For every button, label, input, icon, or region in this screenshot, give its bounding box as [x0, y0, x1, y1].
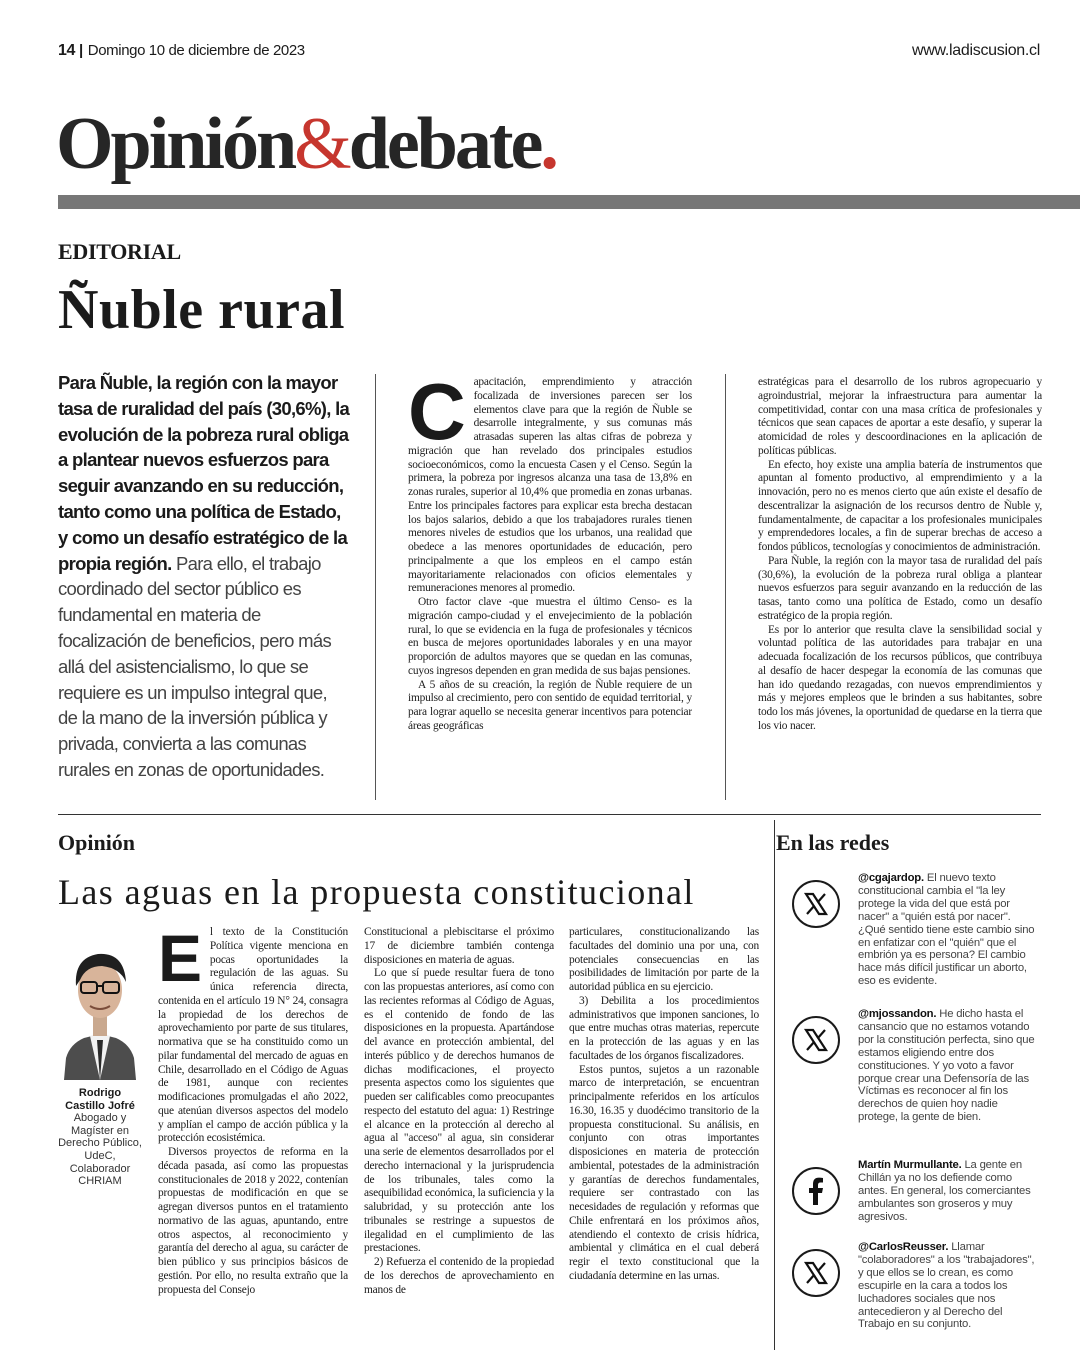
paragraph: Lo que sí puede resultar fuera de tono con las propuestas anteriores, así como con las recientes reformas al Código de Aguas, es el contenido de fondo de las disposiciones en la propuesta. Apartándose del avance en protección ambiental, del interés público y de derechos humanos de dichas modificaciones, el proyecto presenta aspectos como los siguientes que pueden ser calificables como preocupantes respecto del estatuto del agua: 1) Restringe el alcance en la protección al derecho al agua al "acceso" al agua, sin considerar una serie de elementos desarrollados por el derecho internacional y la jurisprudencia de los tribunales, tales como la asequibilidad económica, la suficiencia y la salubridad, y su protección ante los tribunales se restringe a supuestos de ilegalidad en el cumplimiento de las prestaciones. — [364, 967, 554, 1255]
editorial-column-1 — [408, 376, 692, 802]
social-post-text — [858, 1241, 1038, 1331]
social-post-text — [858, 872, 1038, 988]
social-post-body: La gente en Chillán ya no los defiende como antes. En general, los comerciantes ambulantes son groseros y muy agresivos. — [858, 1159, 1031, 1223]
page-header-left: 14 | Domingo 10 de diciembre de 2023 — [58, 42, 305, 59]
paragraph: apacitación, emprendimiento y atracción focalizada de inversiones parecen ser los elementos clave para que la región de Ñuble se desarrolle integralmente, y sus comunas más atrasadas superen las altas cifras de pobreza y migración que han revelado dos principales estudios socioeconómicos, como la encuesta Casen y el Censo. Según la primera, la pobreza por ingresos alcanza una tasa de 13,8% en zonas rurales, superior al 10,4% que promedia en zonas urbanas. Entre los principales factores para explicar esta brecha destacan los bajos salarios, debido a que los trabajadores rurales tienen menores niveles de estudios que los urbanos, una realidad que obedece a las menores oportunidades de educación, pero principalmente a que los empleos en el campo están mayoritariamente relacionados con oficios elementales y remuneraciones menores al promedio. — [408, 376, 692, 595]
paragraph: Para Ñuble, la región con la mayor tasa de ruralidad del país (30,6%), la evolución de la pobreza rural obliga a plantear nuevos esfuerzos para seguir avanzando en la reducción de las tasas, tanto como una política de Estado, como un desafío estratégico de la propia región. — [758, 554, 1042, 622]
facebook-icon[interactable] — [792, 1167, 840, 1215]
editorial-lead-regular: Para ello, el trabajo coordinado del sector público es fundamental en materia de focalización de beneficios, pero más allá del asistencialismo, lo que se requiere es un impulso integral que, de la mano de la inversión pública y privada, convierta a las comunas rurales en zonas de oportunidades. — [58, 552, 332, 780]
x-icon[interactable] — [792, 1016, 840, 1064]
page-number: 14 — [58, 42, 75, 59]
redes-title: En las redes — [776, 830, 890, 855]
x-icon[interactable] — [792, 880, 840, 928]
author-photo — [58, 920, 142, 1080]
column-divider — [375, 374, 376, 800]
social-post-text — [858, 1008, 1038, 1124]
masthead-word-opinion: Opinión — [56, 103, 295, 185]
section-masthead — [56, 104, 556, 184]
paragraph: A 5 años de su creación, la región de Ñuble requiere de un impulso al crecimiento, pero con sentido de equidad territorial, y para lograr aquello se necesita generar incentivos para potenciar áreas geográficas — [408, 678, 692, 732]
paragraph: Otro factor clave -que muestra el último Censo- es la migración campo-ciudad y el envejecimiento de la población rural, lo que se evidencia en la fuga de profesionales y técnicos en busca de mejores oportunidades laborales y en una mayor proporción de adultos mayores que se quedan en las comunas, cuyos ingresos dependen en gran medida de sus bajas pensiones. — [408, 596, 692, 677]
editorial-dropcap: C — [408, 376, 466, 456]
opinion-dropcap: E — [158, 926, 202, 995]
social-post-body: El nuevo texto constitucional cambia el "la ley protege la vida del que está por nacer" a "quién está por nacer". ¿Qué sentido tiene este cambio sino en enfatizar con el "quién" que el embrión ya es persona? El cambio hace más difícil justificar un aborto, eso es evidente. — [858, 872, 1035, 988]
masthead-dot: . — [540, 103, 556, 185]
paragraph: Es por lo anterior que resulta clave la sensibilidad social y voluntad política de las autoridades para trabajar en una adecuada focalización de los recursos públicos, que contribuya al desafío de hacer despegar la economía de las comunas que han ido quedando rezagadas, con nuevos emprendimientos y más y mejores empleos que le brinden a sus habitantes, sobre todo los más jóvenes, la oportunidad de quedarse en la tierra que los vio nacer. — [758, 623, 1042, 732]
masthead-divider-bar — [58, 195, 1080, 209]
paragraph: estratégicas para el desarrollo de los rubros agropecuario y agroindustrial, mejorar la infraestructura para aumentar la competitividad, contar con una masa crítica de profesionales y técnicos que sean capaces de aportar a este desafío, y superar la atomicidad de roles y descoordinaciones en la aplicación de políticas públicas. — [758, 376, 1042, 457]
column-divider — [774, 820, 775, 1350]
author-name: Rodrigo Castillo Jofré — [65, 1087, 135, 1112]
social-post-body: Llamar "colaboradores" a los "trabajadores", y que ellos se lo crean, es como escupirle en la cara a todos los luchadores sociales que nos antecedieron y al Derecho del Trabajo en su conjunto. — [858, 1241, 1035, 1331]
editorial-kicker: EDITORIAL — [58, 239, 181, 264]
author-role: Abogado y Magíster en Derecho Público, UdeC, Colaborador CHRIAM — [58, 1112, 142, 1188]
paragraph: En efecto, hoy existe una amplia batería de instrumentos que apuntan al fomento productivo, al emprendimiento y a la innovación, pero no es menos cierto que aún existe el desafío de descentralizar la asignación de los recursos dentro de Ñuble y, fundamentalmente, de capacitar a los profesionales municipales y emprendedores locales, a fin de superar brechas de acceso a fondos públicos, tecnologías y conocimientos de administración. — [758, 458, 1042, 553]
author-caption — [58, 1087, 142, 1188]
editorial-lead — [58, 370, 350, 783]
paragraph: Diversos proyectos de reforma en la década pasada, así como las propuestas constitucionales de 2018 y 2022, contenían propuestas de modificación en que se agregan diversos puntos en el tratamiento normativo de las aguas, apuntando, entre otros aspectos, al reconocimiento y garantía del derecho al agua, su carácter de bien público y sus principios básicos de gestión. Por ello, no resulta extraño que la propuesta del Consejo — [158, 1146, 348, 1296]
social-post-body: He dicho hasta el cansancio que no estamos votando por la constitución perfecta, sino que estamos eligiendo entre dos constituciones. Y yo voto a favor porque crear una Defensoría de las Víctimas es reconocer al fin los derechos de quien hoy nadie protege, la gente de bien. — [858, 1008, 1035, 1124]
social-post-text — [858, 1159, 1038, 1224]
opinion-title: Las aguas en la propuesta constitucional — [58, 872, 695, 912]
editorial-lead-bold: Para Ñuble, la región con la mayor tasa de ruralidad del país (30,6%), la evolución de la pobreza rural obliga a plantear nuevos esfuerzos para seguir avanzando en su reducción, tanto como una política de Estado, y como un desafío estratégico de la propia región. — [58, 372, 350, 574]
paragraph: 2) Refuerza el contenido de la propiedad de los derechos de aprovechamiento en manos de — [364, 1256, 554, 1296]
paragraph: Constitucional a plebiscitarse el próximo 17 de diciembre también contenga disposiciones en materia de aguas. — [364, 926, 554, 966]
website-url[interactable]: www.ladiscusion.cl — [912, 42, 1040, 59]
paragraph: l texto de la Constitución Política vigente menciona en pocas oportunidades la regulación de las aguas. Su única referencia directa, contenida en el artículo 19 N° 24, consagra la propiedad de los derechos de aprovechamiento por parte de sus titulares, normativa que se ha constituido como un pilar fundamental del mercado de aguas en Chile, desarrollado en el Código de Aguas de 1981, aunque con recientes modificaciones promulgadas el año 2022, que atenúan diversos aspectos del modelo y amplían el campo de acción pública y la protección ecosistémica. — [158, 926, 348, 1145]
paragraph: Estos puntos, sujetos a un razonable marco de interpretación, se encuentran principalmente referidos en los artículos 16.30, 16.35 y duodécimo transitorio de la propuesta constitucional. Su análisis, en conjunto con otras importantes disposiciones en materia de protección ambiental, potestades de la administración y garantías de derechos fundamentales, requiere ser contrastado con las necesidades de regulación y reformas que Chile enfrentará en los próximos años, atendiendo el contexto de crisis hídrica, ambiental y climática en el cual deberá regir el texto constitucional que la ciudadanía determine en las urnas. — [569, 1063, 759, 1282]
opinion-column-3 — [569, 926, 759, 1350]
paragraph: particulares, constitucionalizando las facultades del dominio una por una, con potenciales consecuencias en las posibilidades de limitación por parte de la autoridad pública en su ejercicio. — [569, 926, 759, 993]
opinion-kicker: Opinión — [58, 830, 136, 855]
social-handle[interactable]: @cgajardop. — [858, 872, 924, 884]
author-portrait-icon — [58, 920, 142, 1080]
section-divider — [58, 814, 1041, 815]
masthead-ampersand: & — [294, 103, 349, 185]
column-divider — [725, 374, 726, 800]
social-handle[interactable]: @CarlosReusser. — [858, 1241, 949, 1253]
opinion-column-1 — [158, 926, 348, 1350]
editorial-title: Ñuble rural — [58, 279, 346, 341]
paragraph: 3) Debilita a los procedimientos administrativos que imponen sanciones, lo que entre muchas otras materias, repercute en la protección de las aguas y en las facultades de los órganos fiscalizadores. — [569, 994, 759, 1062]
social-handle[interactable]: @mjossandon. — [858, 1008, 937, 1020]
x-icon[interactable] — [792, 1249, 840, 1297]
masthead-word-debate: debate — [348, 103, 541, 185]
opinion-column-2 — [364, 926, 554, 1350]
social-handle[interactable]: Martín Murmullante. — [858, 1159, 962, 1171]
editorial-column-2 — [758, 376, 1042, 802]
page-date: Domingo 10 de diciembre de 2023 — [87, 42, 305, 59]
